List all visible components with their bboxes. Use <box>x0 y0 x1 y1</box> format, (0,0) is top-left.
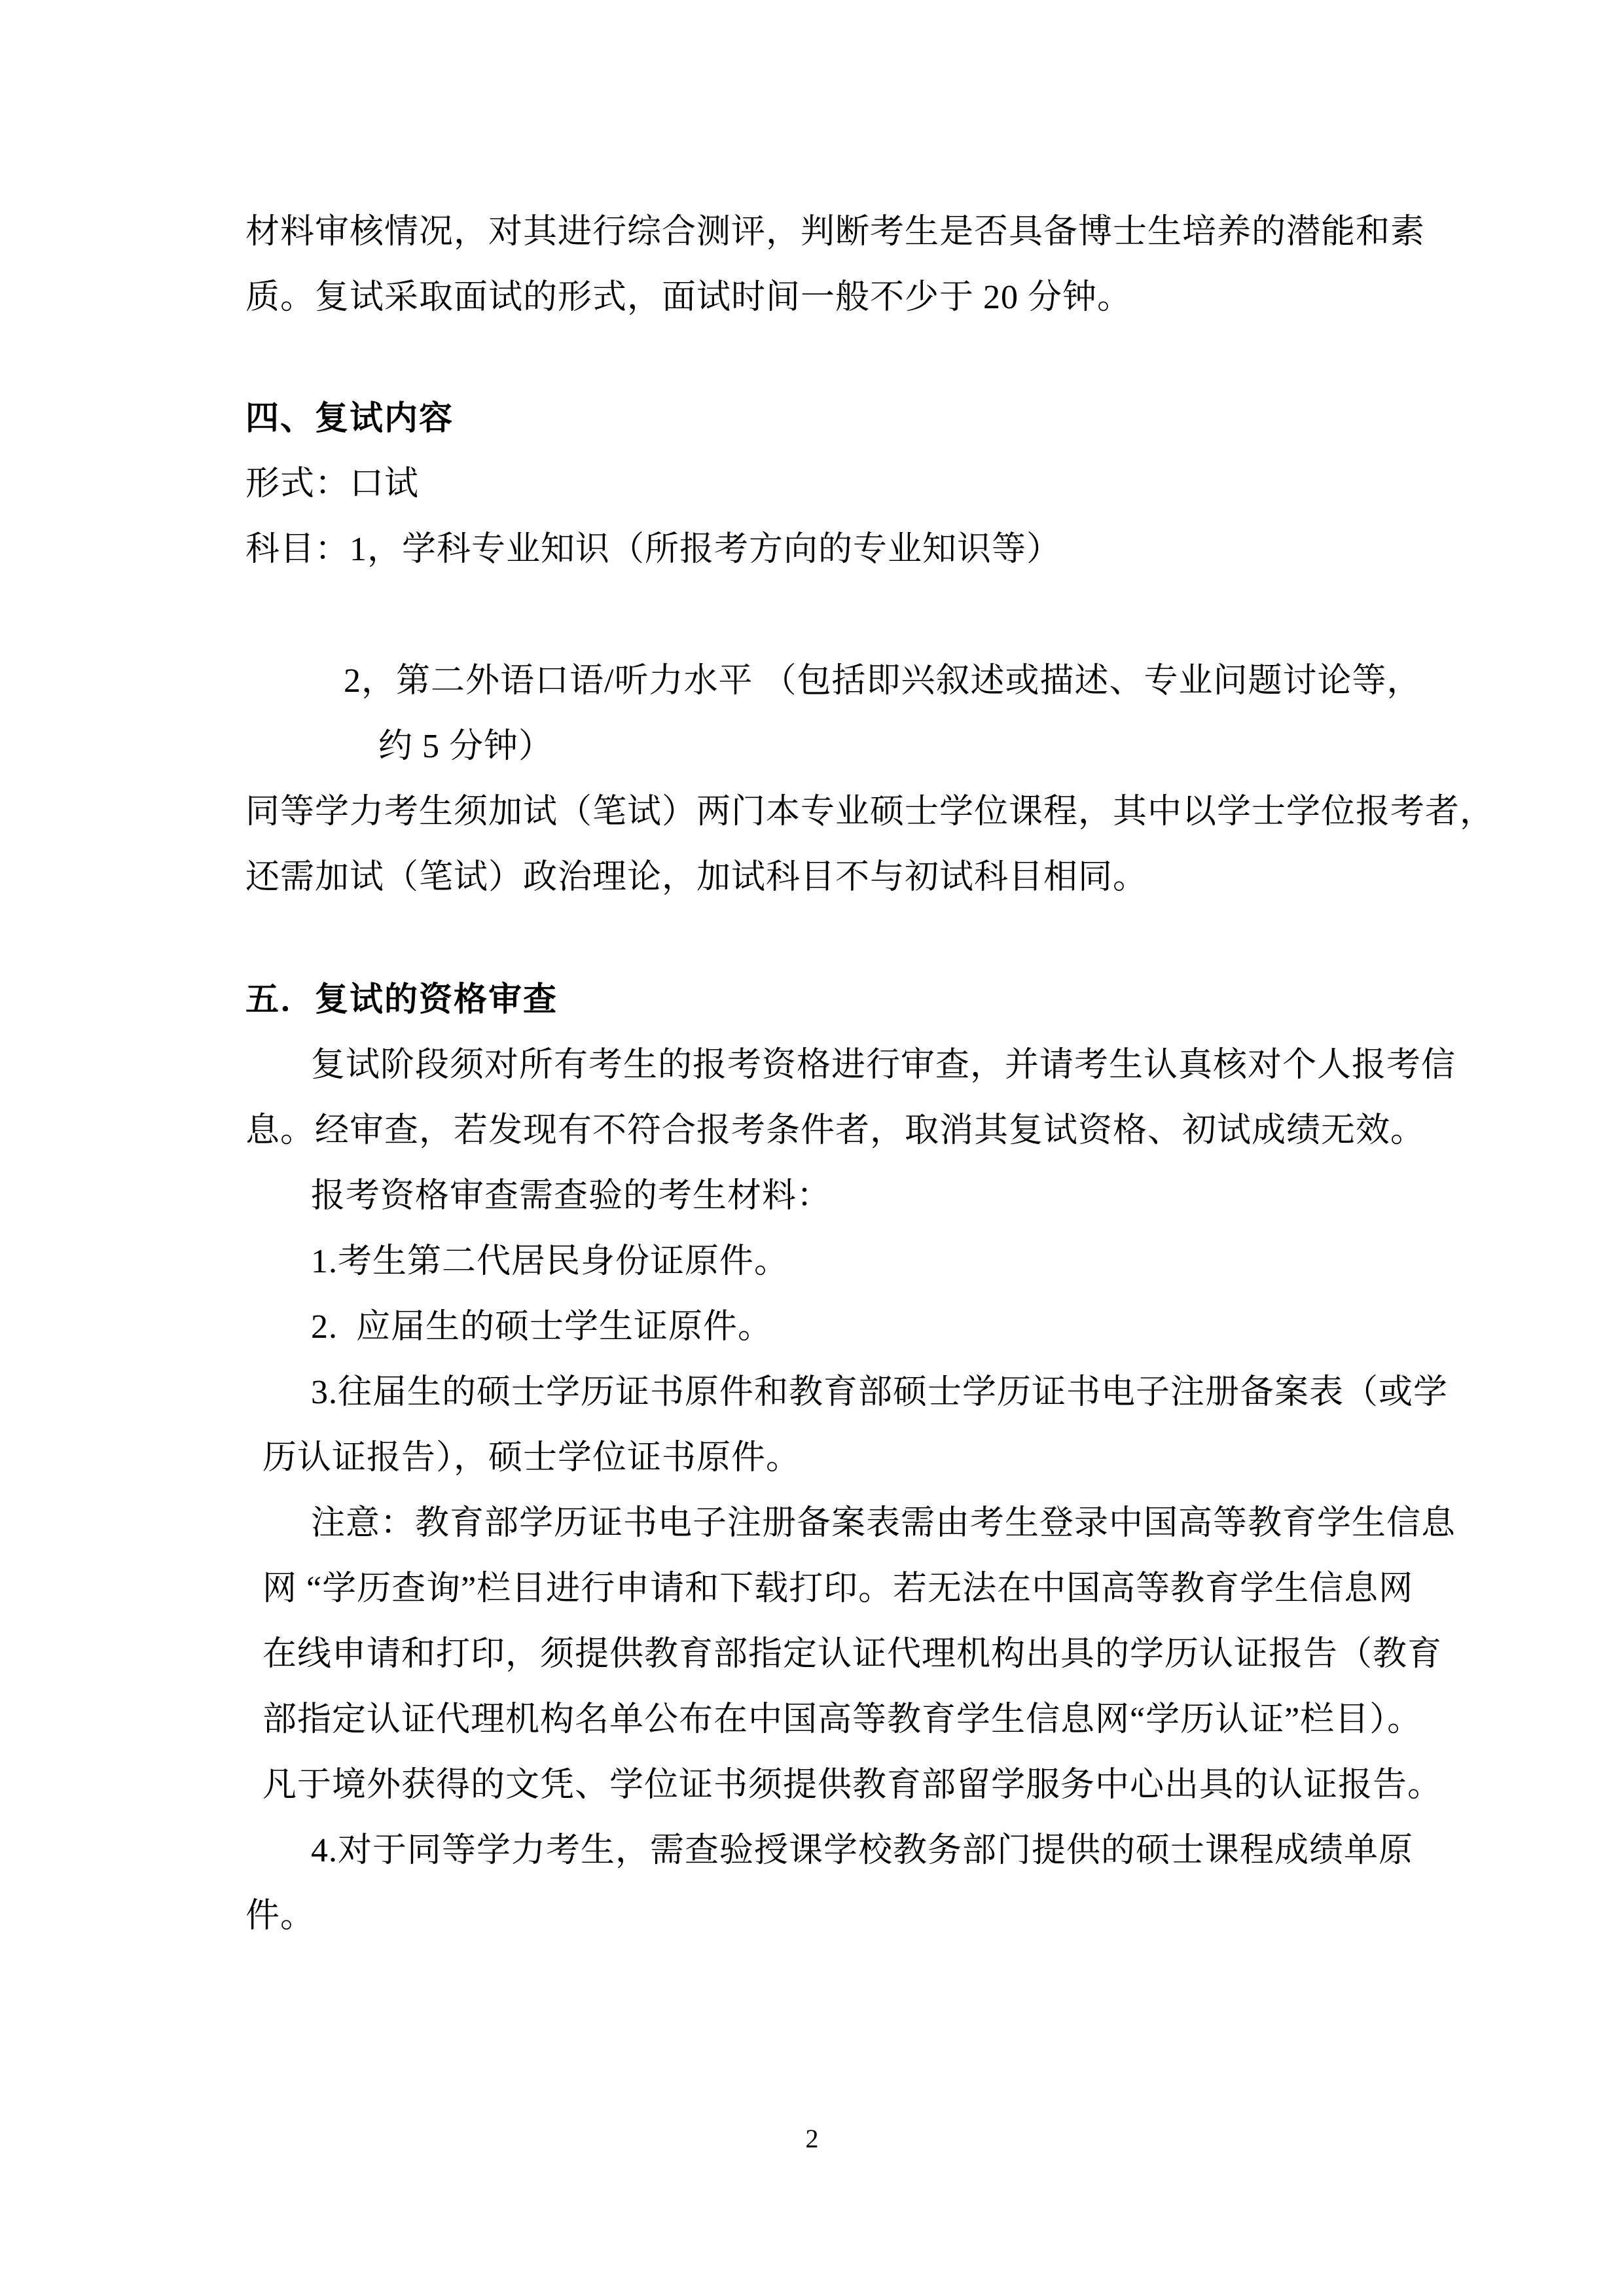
exam-subject-line-2-cont: 约 5 分钟） <box>378 728 554 765</box>
exam-form-line: 形式：口试 <box>245 465 420 503</box>
exam-subject-line-2: 2，第二外语口语/听力水平 （包括即兴叙述或描述、专业问题讨论等， <box>344 662 1422 700</box>
page-content <box>245 200 1495 1949</box>
list-item-3: 3.往届生的硕士学历证书原件和教育部硕士学历证书电子注册备案表（或学 <box>311 1374 1449 1411</box>
list-item-1: 1.考生第二代居民身份证原件。 <box>311 1243 789 1280</box>
section-heading-5: 五．复试的资格审查 <box>245 982 558 1018</box>
paragraph-line: 质。复试采取面试的形式，面试时间一般不少于 20 分钟。 <box>245 279 1132 316</box>
exam-subject-line-1: 科目：1，学科专业知识（所报考方向的专业知识等） <box>245 531 1062 568</box>
notice-line-cont: 网 “学历查询”栏目进行申请和下载打印。若无法在中国高等教育学生信息网 <box>262 1570 1414 1607</box>
list-item-4-cont: 件。 <box>245 1897 316 1935</box>
notice-line-cont: 部指定认证代理机构名单公布在中国高等教育学生信息网“学历认证”栏目）。 <box>262 1701 1422 1738</box>
paragraph-line: 复试阶段须对所有考生的报考资格进行审查，并请考生认真核对个人报考信 <box>311 1047 1456 1084</box>
materials-intro-line: 报考资格审查需查验的考生材料： <box>311 1177 832 1215</box>
paragraph-line: 还需加试（笔试）政治理论，加试科目不与初试科目相同。 <box>245 859 1148 896</box>
paragraph-line: 材料审核情况，对其进行综合测评，判断考生是否具备博士生培养的潜能和素 <box>245 213 1426 251</box>
notice-line: 注意：教育部学历证书电子注册备案表需由考生登录中国高等教育学生信息 <box>311 1505 1456 1542</box>
list-item-4: 4.对于同等学力考生，需查验授课学校教务部门提供的硕士课程成绩单原 <box>311 1832 1414 1869</box>
list-item-3-cont: 历认证报告），硕士学位证书原件。 <box>262 1439 801 1477</box>
list-item-2: 2. 应届生的硕士学生证原件。 <box>311 1308 773 1346</box>
notice-line-cont: 凡于境外获得的文凭、学位证书须提供教育部留学服务中心出具的认证报告。 <box>262 1767 1443 1804</box>
paragraph-line: 同等学力考生须加试（笔试）两门本专业硕士学位课程，其中以学士学位报考者， <box>245 793 1495 831</box>
page-number: 2 <box>805 2124 819 2153</box>
notice-line-cont: 在线申请和打印，须提供教育部指定认证代理机构出具的学历认证报告（教育 <box>262 1636 1443 1673</box>
section-heading-4: 四、复试内容 <box>245 401 454 437</box>
paragraph-line: 息。经审查，若发现有不符合报考条件者，取消其复试资格、初试成绩无效。 <box>245 1112 1426 1149</box>
